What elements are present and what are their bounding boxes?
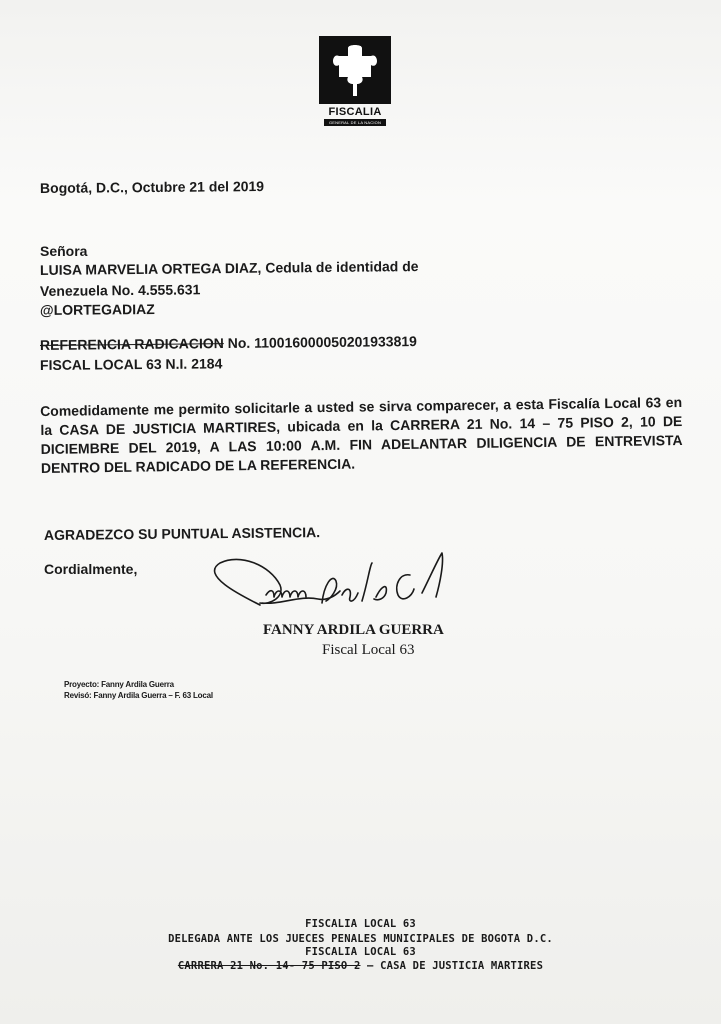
reference-number: No. 110016000050201933819: [223, 333, 417, 352]
fiscalia-logo: [319, 36, 391, 128]
logo-emblem: [319, 36, 391, 104]
logo-name: FISCALIA: [328, 106, 382, 118]
recipient-name: LUISA MARVELIA ORTEGA DIAZ, Cedula de identidad de: [39, 258, 419, 278]
logo-subtitle: GENERAL DE LA NACION: [324, 119, 386, 126]
closing-text: Cordialmente,: [44, 561, 138, 577]
signer-name: FANNY ARDILA GUERRA: [263, 622, 444, 638]
reference-line: [40, 333, 417, 353]
thanks-line: AGRADEZCO SU PUNTUAL ASISTENCIA.: [43, 524, 321, 543]
footer-office-repeat: FISCALIA LOCAL 63: [305, 946, 416, 958]
letter-body: Comedidamente me permito solicitarle a usted se sirva comparecer, a esta Fiscalía Local 63 en la CASA DE JUSTICIA MARTIRES, ubicada en la CARRERA 21 No. 14 – 75 PISO 2, 10 DE DICIEMBRE DEL 2019, A LAS 10:00 A.M. FIN ADELANTAR DILIGENCIA DE ENTREVISTA DENTRO DEL RADICADO DE LA REFERENCIA.: [40, 394, 683, 476]
signer-role: Fiscal Local 63: [322, 642, 415, 658]
projected-by: Proyecto: Fanny Ardila Guerra: [64, 680, 174, 689]
letter-date: Bogotá, D.C., Octubre 21 del 2019: [39, 178, 265, 196]
reference-label: REFERENCIA RADICACION: [39, 335, 224, 353]
footer-address-street: CARRERA 21 No. 14- 75 PISO 2: [177, 960, 361, 972]
recipient-handle: @LORTEGADIAZ: [39, 300, 155, 318]
footer-delegation: DELEGADA ANTE LOS JUECES PENALES MUNICIPALES DE BOGOTA D.C.: [168, 933, 553, 945]
handwritten-signature: [200, 545, 480, 625]
footer-address: [0, 960, 721, 972]
recipient-id: Venezuela No. 4.555.631: [39, 281, 201, 299]
fiscal-reference: FISCAL LOCAL 63 N.I. 2184: [39, 355, 223, 373]
footer-address-place: – CASA DE JUSTICIA MARTIRES: [360, 960, 544, 972]
reviewed-by: Revisó: Fanny Ardila Guerra – F. 63 Local: [64, 691, 213, 700]
salutation: Señora: [40, 243, 88, 259]
closing-line: [44, 561, 137, 577]
puzzle-piece-icon: [333, 44, 377, 96]
footer-office: FISCALIA LOCAL 63: [305, 918, 416, 930]
